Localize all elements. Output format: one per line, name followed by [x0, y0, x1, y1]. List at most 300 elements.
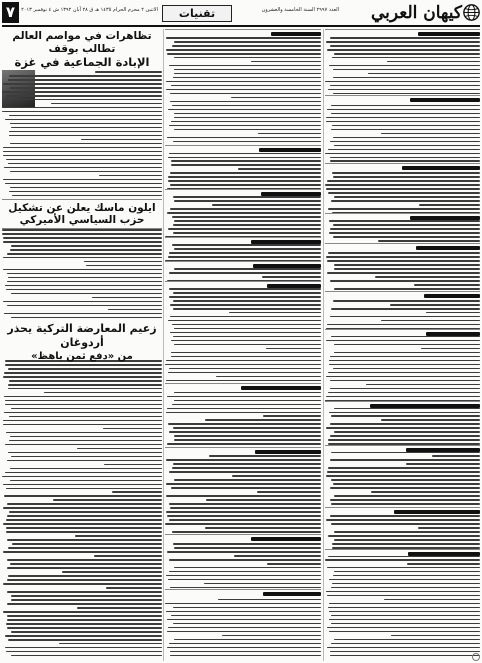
text-line: [333, 575, 480, 577]
text-line: [331, 587, 480, 589]
subheading-bar: [165, 281, 321, 288]
text-line: [333, 236, 480, 238]
text-line: [8, 368, 162, 370]
text-line: [172, 45, 321, 47]
text-line: [168, 256, 321, 258]
text-line: [167, 408, 321, 410]
subheading-bar: [165, 237, 321, 244]
text-line: [77, 448, 162, 450]
text-line: [3, 237, 162, 239]
text-line: [329, 579, 480, 581]
subheading-bar: [325, 291, 480, 298]
text-line: [334, 531, 480, 533]
text-line: [330, 435, 480, 437]
text-line: [332, 172, 480, 174]
text-line: [258, 133, 321, 135]
text-line: [11, 293, 162, 295]
text-line: [6, 289, 162, 291]
text-line: [327, 647, 480, 649]
text-line: [9, 191, 162, 193]
text-line: [334, 495, 480, 497]
text-line: [84, 261, 162, 263]
text-line: [330, 45, 480, 47]
text-block: [2, 229, 162, 321]
text-line: [172, 531, 321, 533]
text-line: [333, 137, 480, 139]
text-line: [173, 232, 321, 234]
text-line: [169, 125, 321, 127]
text-line: [333, 300, 480, 302]
text-line: [3, 147, 162, 149]
text-line: [167, 443, 321, 445]
text-line: [334, 571, 481, 573]
text-line: [205, 419, 321, 421]
text-line: [330, 157, 480, 159]
text-line: [218, 599, 321, 601]
text-line: [7, 503, 162, 505]
text-line: [330, 487, 480, 489]
text-line: [5, 119, 163, 121]
text-line: [8, 163, 162, 165]
text-line: [171, 85, 321, 87]
text-line: [206, 499, 321, 501]
text-line: [174, 344, 321, 346]
text-line: [59, 643, 162, 645]
text-line: [327, 627, 480, 629]
text-line: [167, 631, 321, 633]
text-line: [232, 475, 321, 477]
text-line: [9, 115, 162, 117]
text-line: [7, 253, 162, 255]
text-line: [11, 599, 162, 601]
text-line: [204, 583, 321, 585]
text-line: [6, 519, 162, 521]
text-line: [328, 149, 480, 151]
text-line: [62, 571, 162, 573]
text-line: [167, 212, 321, 214]
text-line: [169, 252, 321, 254]
text-line: [381, 320, 480, 322]
text-line: [174, 129, 321, 131]
text-line: [172, 404, 321, 406]
subheading-bar: [325, 401, 480, 408]
text-line: [330, 655, 480, 657]
column-middle: [165, 29, 321, 661]
masthead-rule: [2, 25, 480, 27]
text-line: [334, 288, 480, 290]
text-line: [406, 463, 480, 465]
column-separator: [323, 29, 324, 661]
text-line: [92, 297, 162, 299]
text-line: [5, 285, 162, 287]
text-line: [325, 559, 480, 561]
text-line: [2, 91, 162, 93]
text-line: [3, 241, 162, 243]
text-line: [168, 579, 321, 581]
text-line: [166, 81, 321, 83]
text-line: [11, 408, 162, 410]
text-line: [327, 471, 480, 473]
text-line: [333, 224, 480, 226]
text-line: [327, 272, 480, 274]
text-line: [112, 491, 162, 493]
date-line: الاثنين ٢ محرم الحرام ١٤٣٥ هـ ق ٢٨ آبان ١٣٩٢ ش ٤ نوفمبر ٢٠١٣ م: [16, 7, 158, 13]
text-line: [231, 97, 321, 99]
text-line: [368, 73, 480, 75]
text-line: [331, 479, 480, 481]
text-line: [205, 527, 321, 529]
text-line: [165, 364, 321, 366]
masthead: [2, 2, 480, 24]
text-line: [331, 523, 480, 525]
text-line: [174, 117, 321, 119]
text-line: [165, 603, 321, 605]
text-line: [384, 599, 480, 601]
text-line: [330, 280, 480, 282]
text-line: [174, 113, 321, 115]
third-headline: [2, 322, 162, 364]
text-line: [5, 647, 162, 649]
text-line: [166, 511, 321, 513]
text-line: [11, 245, 162, 247]
text-line: [4, 396, 162, 398]
text-line: [332, 57, 480, 59]
text-line: [12, 195, 162, 197]
text-line: [327, 180, 480, 182]
text-line: [334, 352, 480, 354]
text-line: [173, 336, 321, 338]
text-line: [234, 555, 321, 557]
text-line: [168, 372, 321, 374]
column-separator: [163, 29, 164, 661]
text-line: [167, 396, 321, 398]
text-line: [5, 444, 162, 446]
text-line: [10, 480, 162, 482]
text-line: [174, 200, 321, 202]
text-line: [4, 372, 162, 374]
text-line: [168, 109, 321, 111]
text-line: [3, 269, 162, 271]
text-line: [174, 639, 321, 641]
text-line: [7, 559, 162, 561]
text-line: [414, 284, 480, 286]
text-line: [329, 603, 480, 605]
text-line: [166, 380, 321, 382]
text-line: [103, 428, 162, 430]
text-line: [8, 388, 162, 390]
text-line: [331, 308, 480, 310]
subheading-bar: [165, 447, 321, 454]
text-line: [171, 352, 321, 354]
text-line: [334, 145, 480, 147]
third-headline-line2: من «دفع ثمن باهظ»: [31, 351, 133, 362]
text-line: [173, 77, 321, 79]
text-line: [2, 111, 162, 113]
text-line: [174, 400, 321, 402]
text-line: [11, 631, 162, 633]
text-line: [174, 439, 321, 441]
text-line: [7, 305, 162, 307]
column-right: [325, 29, 480, 661]
text-line: [5, 400, 162, 402]
text-line: [330, 356, 480, 358]
text-line: [328, 467, 480, 469]
subheading-bar: [325, 243, 480, 250]
text-line: [330, 423, 480, 425]
text-line: [174, 268, 321, 270]
text-line: [327, 49, 480, 51]
text-line: [169, 368, 321, 370]
text-line: [167, 619, 321, 621]
text-line: [334, 539, 480, 541]
text-line: [4, 412, 162, 414]
text-line: [166, 37, 321, 39]
text-block: [2, 71, 162, 199]
text-line: [3, 484, 162, 486]
text-line: [6, 623, 162, 625]
text-line: [222, 635, 321, 637]
text-line: [167, 551, 321, 553]
text-line: [331, 643, 480, 645]
text-line: [329, 65, 480, 67]
text-line: [10, 87, 162, 89]
text-line: [6, 531, 162, 533]
text-line: [7, 515, 162, 517]
text-line: [329, 232, 480, 234]
text-line: [331, 615, 480, 617]
text-line: [75, 535, 162, 537]
text-line: [166, 360, 321, 362]
text-line: [169, 153, 321, 155]
text-line: [170, 651, 321, 653]
text-line: [326, 117, 480, 119]
text-line: [169, 643, 321, 645]
text-line: [5, 183, 162, 185]
subheading-bar: [325, 213, 480, 220]
text-line: [53, 499, 162, 501]
subheading-bar: [165, 261, 321, 268]
subheading-bar: [165, 29, 321, 36]
text-line: [4, 313, 162, 315]
text-line: [9, 511, 162, 513]
text-line: [331, 503, 480, 505]
text-line: [328, 392, 480, 394]
text-line: [238, 168, 321, 170]
text-line: [99, 175, 162, 177]
text-line: [328, 89, 480, 91]
text-line: [328, 208, 480, 210]
text-line: [7, 615, 162, 617]
subheading-bar: [165, 189, 321, 196]
text-line: [166, 495, 321, 497]
text-line: [173, 607, 321, 609]
text-line: [173, 427, 321, 429]
text-line: [173, 300, 321, 302]
text-line: [330, 380, 480, 382]
text-line: [174, 73, 321, 75]
text-line: [6, 488, 162, 490]
subheading-bar: [325, 95, 480, 102]
text-line: [329, 220, 480, 222]
text-line: [168, 157, 321, 159]
corner-mark: [472, 653, 480, 661]
text-line: [333, 77, 480, 79]
text-line: [173, 141, 321, 143]
text-line: [7, 539, 162, 541]
text-line: [81, 139, 162, 141]
text-line: [12, 543, 162, 545]
text-line: [331, 623, 480, 625]
text-line: [8, 547, 162, 549]
text-line: [7, 460, 162, 462]
text-line: [327, 567, 480, 569]
text-line: [168, 627, 321, 629]
text-line: [328, 192, 480, 194]
text-line: [267, 563, 321, 565]
text-line: [169, 431, 321, 433]
text-line: [106, 587, 162, 589]
text-line: [10, 563, 162, 565]
text-line: [426, 312, 480, 314]
text-line: [330, 388, 480, 390]
issue-line: العدد ٢٩٩٧ السنة الخامسة والعشرون: [261, 7, 339, 13]
text-line: [166, 412, 321, 414]
text-line: [86, 265, 162, 267]
text-line: [329, 360, 480, 362]
text-line: [173, 196, 321, 198]
globe-icon: [463, 4, 480, 21]
text-line: [330, 160, 480, 162]
text-line: [326, 519, 480, 521]
text-line: [171, 121, 321, 123]
text-line: [3, 424, 162, 426]
text-block: [165, 29, 321, 661]
text-line: [6, 651, 162, 653]
text-line: [169, 559, 321, 561]
text-line: [329, 619, 480, 621]
text-line: [328, 535, 480, 537]
text-line: [391, 635, 480, 637]
text-line: [325, 184, 480, 186]
text-line: [5, 404, 162, 406]
text-line: [174, 220, 321, 222]
text-line: [94, 555, 162, 557]
text-line: [331, 200, 480, 202]
subheading-bar: [325, 445, 480, 452]
text-line: [174, 392, 321, 394]
text-line: [171, 487, 321, 489]
text-line: [169, 471, 321, 473]
text-line: [334, 639, 481, 641]
text-line: [169, 288, 321, 290]
text-line: [334, 196, 480, 198]
text-line: [172, 244, 321, 246]
text-line: [11, 317, 162, 319]
text-line: [169, 503, 321, 505]
text-line: [6, 95, 162, 97]
text-line: [3, 611, 162, 613]
text-line: [11, 456, 162, 458]
text-line: [266, 348, 321, 350]
text-line: [3, 155, 162, 157]
text-line: [170, 101, 321, 103]
text-line: [329, 611, 480, 613]
text-line: [167, 53, 321, 55]
text-line: [8, 575, 162, 577]
text-line: [334, 264, 480, 266]
text-line: [329, 412, 480, 414]
text-line: [327, 324, 480, 326]
text-line: [3, 151, 162, 153]
text-line: [95, 71, 162, 73]
text-line: [174, 547, 321, 549]
text-line: [170, 93, 321, 95]
text-line: [325, 81, 480, 83]
text-line: [170, 208, 321, 210]
text-line: [2, 233, 162, 235]
subheading-bar: [165, 145, 321, 152]
text-line: [104, 464, 162, 466]
text-line: [2, 476, 162, 478]
text-line: [9, 75, 162, 77]
text-line: [167, 515, 321, 517]
text-line: [169, 65, 321, 67]
text-line: [327, 595, 480, 597]
main-headline-line2: الإبادة الجماعية في غزة: [14, 55, 150, 69]
text-line: [166, 575, 321, 577]
text-line: [168, 320, 321, 322]
text-line: [169, 296, 321, 298]
text-line: [378, 240, 480, 242]
text-line: [169, 272, 321, 274]
text-line: [3, 376, 162, 378]
text-line: [3, 551, 162, 553]
text-line: [172, 216, 321, 218]
text-line: [330, 515, 480, 517]
text-line: [331, 336, 480, 338]
text-line: [171, 615, 321, 617]
text-line: [9, 131, 162, 133]
text-line: [328, 607, 480, 609]
text-line: [5, 635, 162, 637]
text-line: [381, 419, 480, 421]
text-line: [3, 301, 162, 303]
subheading-bar: [325, 549, 480, 556]
third-headline-line1: زعيم المعارضة التركية يحذر أردوغان: [7, 322, 157, 349]
text-line: [3, 523, 163, 525]
text-line: [170, 184, 321, 186]
subheading-bar: [325, 329, 480, 336]
text-line: [326, 41, 480, 43]
subheading-bar: [165, 534, 321, 541]
text-line: [169, 571, 321, 573]
text-line: [4, 167, 162, 169]
text-line: [8, 79, 162, 81]
text-line: [407, 563, 480, 565]
subheading-bar: [325, 507, 480, 514]
text-line: [333, 368, 480, 370]
text-line: [3, 420, 162, 422]
text-line: [419, 204, 481, 206]
text-line: [257, 491, 321, 493]
text-line: [331, 105, 480, 107]
text-line: [44, 392, 162, 394]
text-line: [3, 83, 163, 85]
text-line: [3, 507, 162, 509]
text-line: [174, 41, 321, 43]
text-line: [7, 591, 162, 593]
text-line: [366, 384, 480, 386]
